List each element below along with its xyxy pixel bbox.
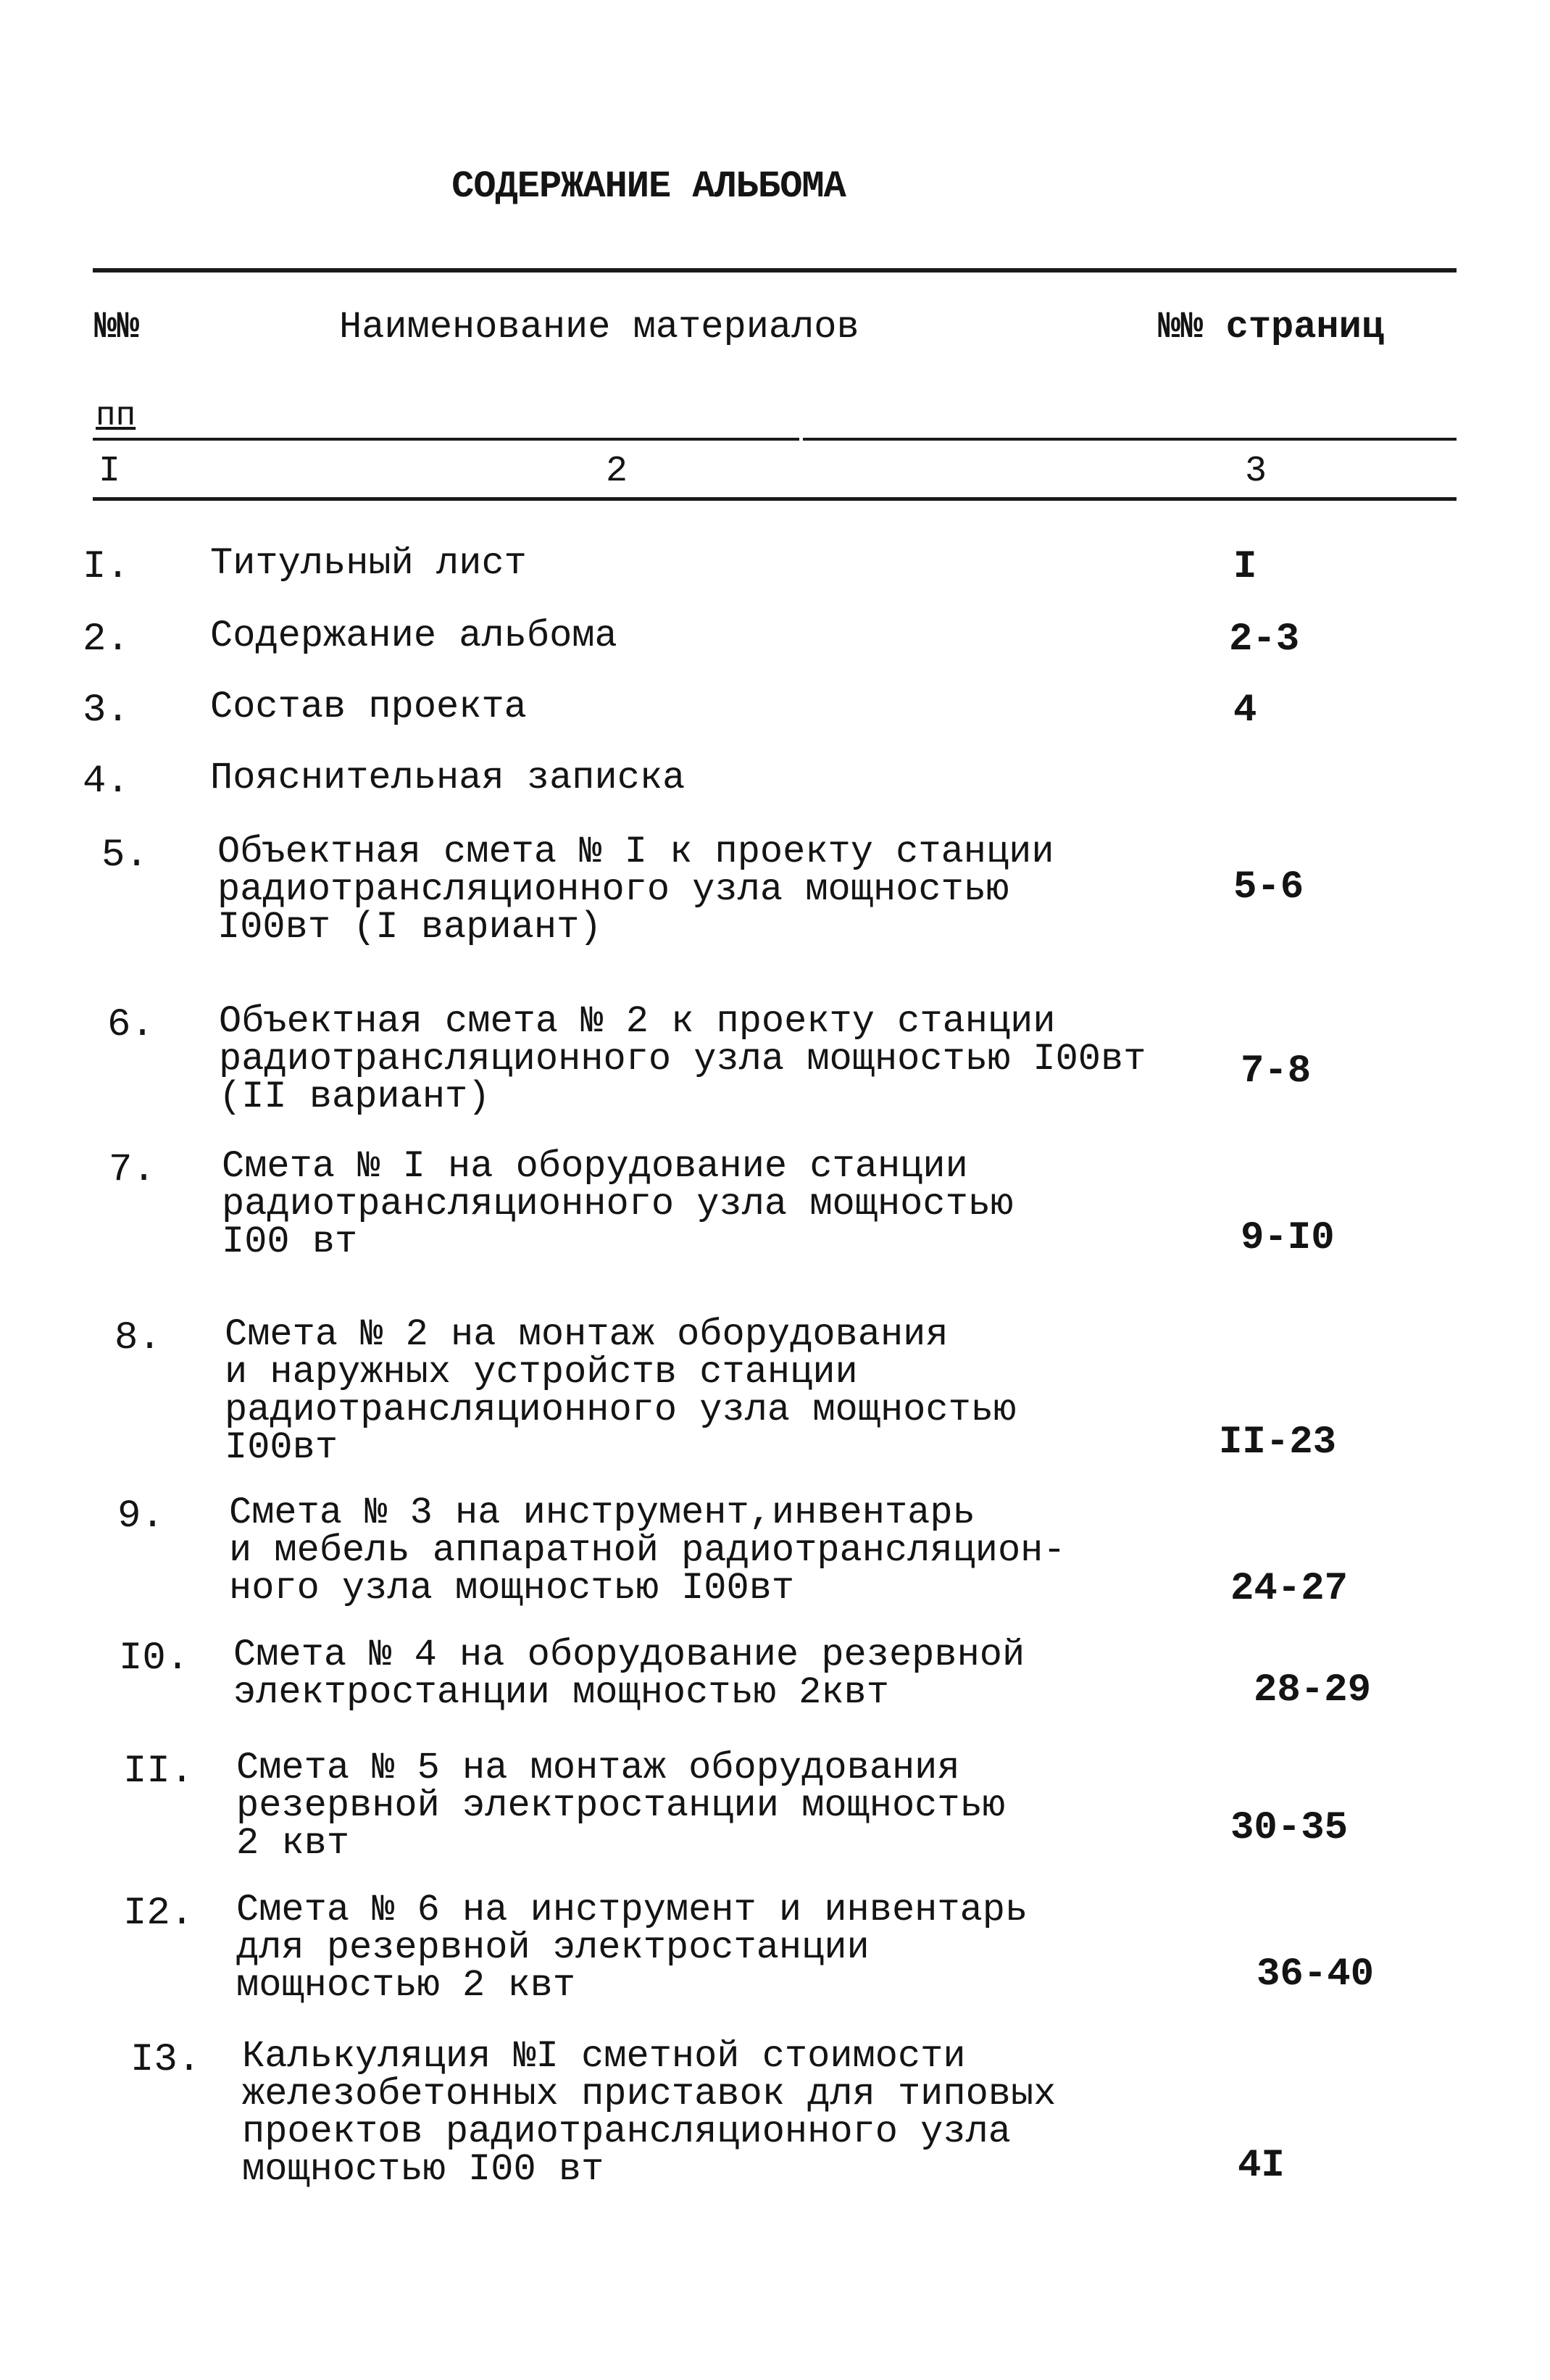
row-title-line: ного узла мощностью I00вт [229,1567,795,1610]
row-title-line: (II вариант) [219,1075,491,1118]
row-pages: 4I [1238,2144,1285,2188]
row-pages: 36-40 [1257,1952,1375,1997]
row-title-line: мощностью I00 вт [242,2148,604,2191]
row-title-line: радиотрансляционного узла мощностью [225,1389,1017,1431]
row-title-line: 2 квт [236,1822,350,1865]
row-title-line: и наружных устройств станции [225,1351,858,1394]
header-bottom-rule-left [93,438,799,441]
row-title-line: железобетонных приставок для типовых [242,2073,1057,2115]
row-title-line: Калькуляция №I сметной стоимости [242,2035,966,2078]
row-title-line: радиотрансляционного узла мощностью [217,868,1009,911]
row-title [242,2035,1300,2191]
row-title-line: I00вт (I вариант) [217,906,602,949]
row-number: II. [123,1749,194,1794]
column-number-2: 2 [606,451,628,492]
row-title-line: радиотрансляционного узла мощностью I00вт [219,1038,1146,1081]
row-number: 8. [114,1316,162,1360]
row-pages: 28-29 [1254,1668,1372,1713]
row-title [229,1491,1287,1610]
header-pages-label: №№ страниц [1158,306,1385,349]
row-pages: 4 [1233,688,1257,733]
row-pages: 2-3 [1229,617,1300,662]
header-name-label: Наименование материалов [339,306,859,349]
row-title [210,542,1268,585]
header-top-rule [93,268,1457,272]
row-title-line: Смета № 5 на монтаж оборудования [236,1747,960,1789]
row-pages: II-23 [1219,1420,1337,1465]
page-title: СОДЕРЖАНИЕ АЛЬБОМА [451,165,846,208]
row-title-line: Смета № 4 на оборудование резервной [233,1634,1025,1676]
column-number-3: 3 [1245,451,1267,492]
row-title [217,831,1275,949]
row-pages: 30-35 [1230,1806,1349,1850]
row-title-line: резервной электростанции мощностью [236,1784,1005,1827]
row-number: I2. [123,1892,194,1936]
row-number: I. [83,545,130,589]
row-title [219,1000,1277,1118]
row-title-line: Смета № 6 на инструмент и инвентарь [236,1889,1028,1931]
row-title [210,688,1268,726]
row-title-line: I00вт [225,1426,338,1469]
row-title [210,757,1268,799]
row-number: 5. [101,833,149,878]
header-number-label: №№ [94,306,140,349]
row-title-line: Пояснительная записка [210,757,686,799]
row-title [236,1889,1294,2007]
row-title-line: для резервной электростанции [236,1926,870,1969]
row-number: 7. [109,1148,156,1192]
row-title-line: Объектная смета № 2 к проекту станции [219,1000,1056,1043]
row-number: 2. [83,617,130,662]
row-title-line: проектов радиотрансляционного узла [242,2110,1011,2153]
row-title-line: Смета № 2 на монтаж оборудования [225,1313,949,1356]
row-title [225,1313,1283,1469]
row-title-line: Объектная смета № I к проекту станции [217,831,1054,873]
row-number: 3. [83,688,130,733]
column-number-1: I [99,451,121,492]
row-title-line: Состав проекта [210,686,527,728]
row-pages: 5-6 [1233,865,1304,910]
header-number-suffix: пп [96,397,136,435]
row-pages: 9-I0 [1241,1216,1335,1260]
row-title-line: радиотрансляционного узла мощностью [222,1183,1014,1226]
row-number: I0. [119,1636,190,1681]
row-title-line: мощностью 2 квт [236,1964,576,2007]
row-title-line: I00 вт [222,1220,358,1263]
row-number: I3. [130,2038,201,2082]
row-pages: I [1233,545,1257,589]
row-title-line: Смета № I на оборудование станции [222,1145,968,1188]
row-title [233,1636,1291,1712]
row-pages: 24-27 [1230,1567,1349,1611]
row-number: 4. [83,760,130,804]
row-number: 6. [107,1003,154,1047]
row-title-line: и мебель аппаратной радиотрансляцион- [229,1529,1066,1572]
row-title-line: Смета № 3 на инструмент,инвентарь [229,1491,975,1534]
row-pages: 7-8 [1241,1049,1312,1094]
row-title-line: Содержание альбома [210,615,617,657]
row-title [236,1749,1294,1863]
header-bottom-rule-right [803,438,1457,441]
row-title-line: электростанции мощностью 2квт [233,1671,889,1714]
row-title-line: Титульный лист [210,542,527,585]
column-numbers-rule [93,497,1457,501]
row-title [210,617,1268,655]
row-number: 9. [117,1494,164,1539]
row-title [222,1145,1280,1263]
